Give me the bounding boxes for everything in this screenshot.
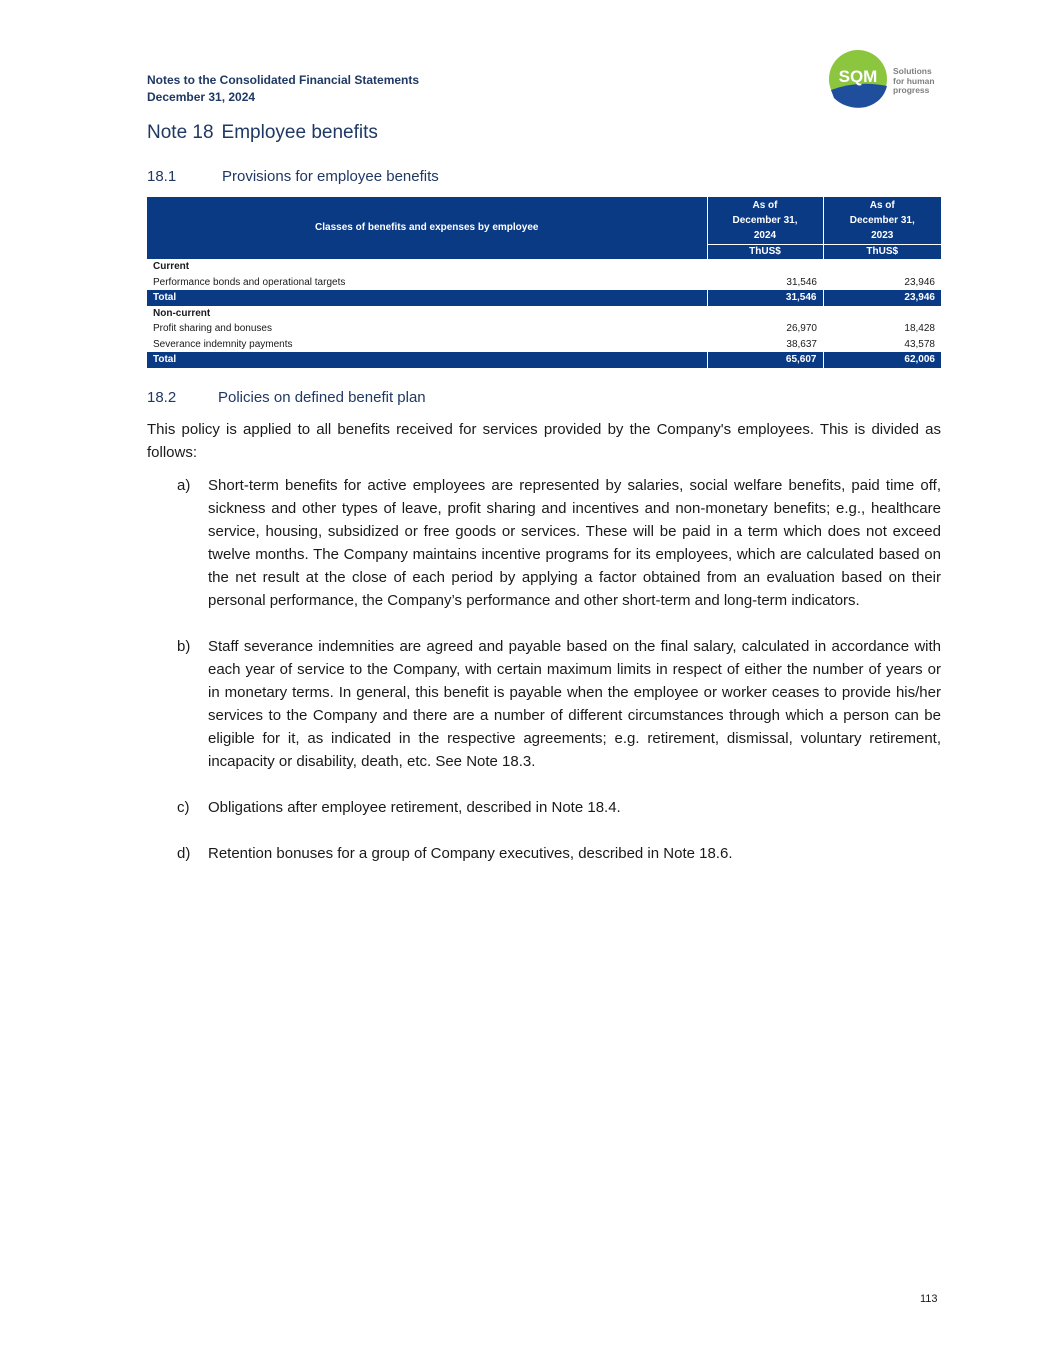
total-2024: 31,546 (707, 290, 823, 306)
item-label: c) (177, 799, 190, 816)
header-line-1: Notes to the Consolidated Financial Statements (147, 73, 420, 87)
header-2023-cell (823, 197, 941, 245)
table-row (147, 275, 941, 291)
section-number: 18.2 (147, 389, 177, 406)
header-2024-line1: As of (752, 200, 778, 211)
section-title-text: Provisions for employee benefits (222, 168, 439, 185)
header-2024-line3: 2024 (753, 230, 777, 241)
list-item (147, 842, 941, 865)
value-2023: 18,428 (904, 323, 935, 334)
table-row (147, 321, 941, 337)
item-label: a) (177, 477, 191, 494)
section-18-2-title (147, 389, 426, 406)
logo-text: SQM (838, 67, 878, 86)
note-title-text: Employee benefits (221, 122, 378, 143)
note-title (147, 122, 378, 144)
total-2023: 23,946 (823, 290, 941, 306)
value-2024: 38,637 (786, 338, 817, 350)
sqm-logo (828, 50, 943, 110)
value-2024: 31,546 (786, 276, 817, 288)
page-number: 113 (920, 1293, 938, 1305)
item-text: Short-term benefits for active employees are represented by salaries, social welfare benefits, paid time off, sickness and other types of leave, profit sharing and incentives and non-monetary benefits; e.g., healthcare service, housing, subsidized or free goods or services. These will be paid in a term which does not exceed twelve months. The Company maintains incentive programs for its employees, which are calculated based on the net result at the close of each period by applying a factor obtained from an evaluation based on their personal performance, the Company’s performance and other short-term and long-term indicators. (208, 477, 941, 609)
table-header-row (147, 197, 941, 245)
unit-2024-cell: ThUS$ (707, 245, 823, 260)
row-label: Profit sharing and bonuses (153, 323, 272, 334)
list-item (147, 474, 941, 612)
tagline-line-3: progress (893, 85, 930, 95)
unit-2023-cell: ThUS$ (823, 245, 941, 260)
intro-paragraph: This policy is applied to all benefits received for services provided by the Company's employees. This is divided as follows: (147, 421, 941, 461)
item-text: Staff severance indemnities are agreed and payable based on the final salary, calculated in accordance with each year of service to the Company, with certain maximum limits in respect of either the number of years or in monetary terms. In general, this benefit is payable when the employee or worker ceases to provide his/her services to the Company and there are a number of different circumstances through which a person can be eligible for it, as indicated in the respective agreements; e.g. retirement, dismissal, voluntary retirement, incapacity or disability, death, etc. See Note 18.3. (208, 638, 941, 770)
header-2023-line2: December 31, (849, 215, 915, 226)
header-classes-cell: Classes of benefits and expenses by employee (147, 197, 707, 259)
employee-benefits-table (147, 197, 941, 368)
section-number: 18.1 (147, 168, 177, 185)
section-18-1-title (147, 168, 439, 185)
value-2023: 43,578 (904, 338, 935, 350)
list-item (147, 635, 941, 773)
page-header (147, 72, 419, 106)
tagline-line-1: Solutions (893, 66, 932, 76)
group-row-noncurrent (147, 306, 941, 322)
item-text: Retention bonuses for a group of Company executives, described in Note 18.6. (208, 845, 733, 862)
logo-tagline (893, 67, 935, 96)
item-label: d) (177, 845, 191, 862)
total-row-noncurrent (147, 352, 941, 368)
group-label: Non-current (153, 307, 211, 319)
total-label: Total (147, 290, 707, 306)
list-item (147, 796, 941, 819)
item-label: b) (177, 638, 191, 655)
total-2024: 65,607 (707, 352, 823, 368)
table-row (147, 337, 941, 353)
sqm-logo-icon (828, 50, 892, 110)
row-label: Severance indemnity payments (153, 338, 293, 350)
total-row-current (147, 290, 941, 306)
header-2023-line3: 2023 (871, 230, 894, 241)
header-2024-line2: December 31, (732, 215, 798, 226)
header-line-2: December 31, 2024 (147, 90, 256, 104)
header-2023-line1: As of (869, 200, 895, 211)
value-2023: 23,946 (904, 276, 935, 288)
benefit-list (147, 474, 941, 888)
group-row-current (147, 259, 941, 275)
total-2023: 62,006 (823, 352, 941, 368)
group-label: Current (153, 261, 190, 272)
value-2024: 26,970 (786, 323, 817, 334)
note-number: Note 18 (147, 122, 214, 143)
section-title-text: Policies on defined benefit plan (218, 389, 426, 406)
total-label: Total (147, 352, 707, 368)
header-2024-cell (707, 197, 823, 245)
row-label: Performance bonds and operational targets (153, 276, 346, 288)
item-text: Obligations after employee retirement, described in Note 18.4. (208, 799, 621, 816)
tagline-line-2: for human (893, 75, 935, 86)
